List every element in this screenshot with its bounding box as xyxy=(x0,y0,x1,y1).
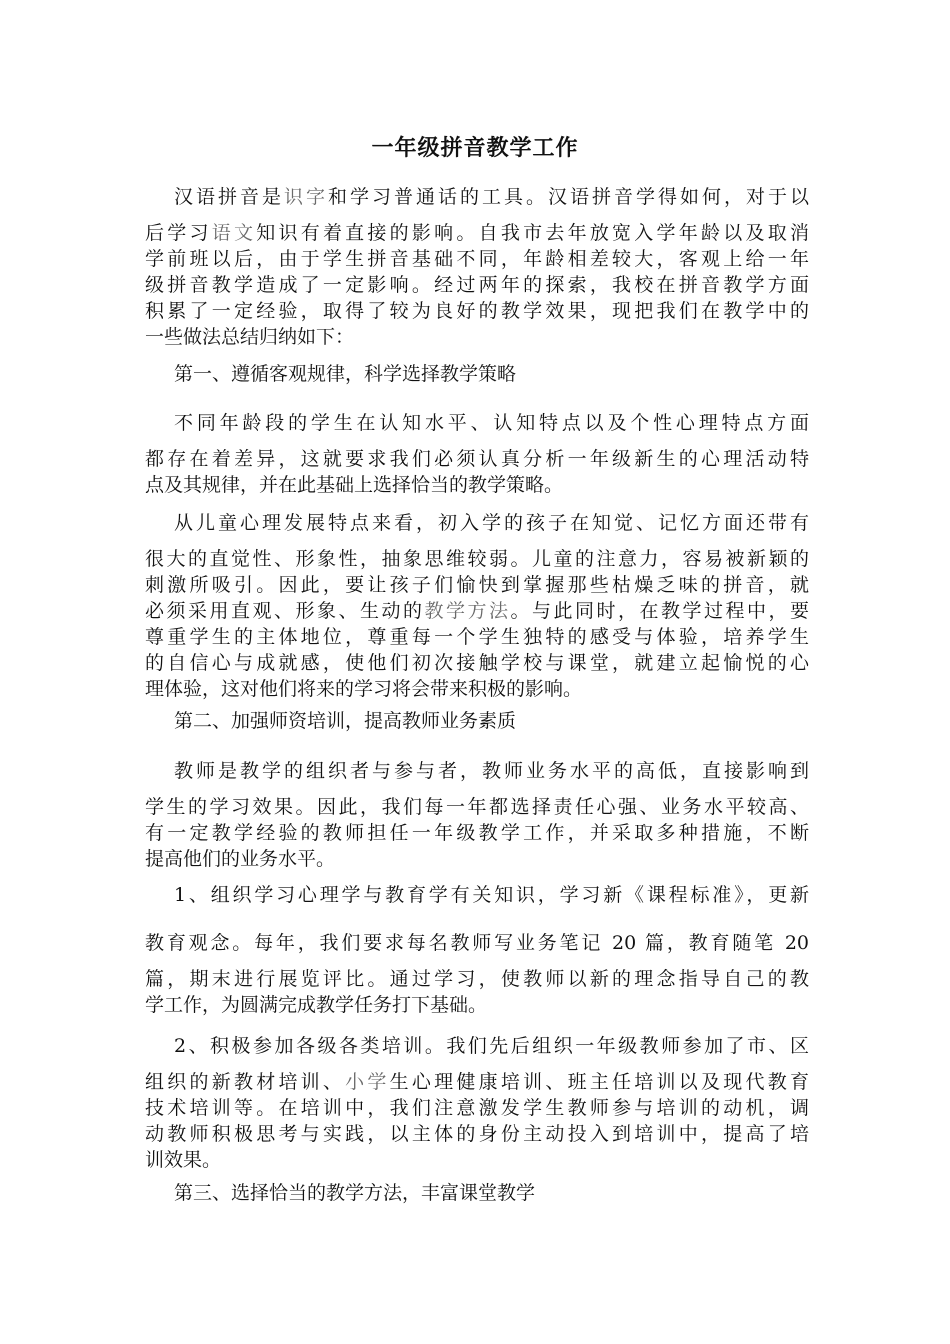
text-line: 训效果。 xyxy=(145,1149,222,1171)
text-line: 尊重学生的主体地位，尊重每一个学生独特的感受与体验，培养学生 xyxy=(145,626,809,648)
link-xiaoxue[interactable]: 小学 xyxy=(345,1071,390,1093)
paragraph-intro xyxy=(145,184,809,350)
text-line: 1、组织学习心理学与教育学有关知识，学习新《课程标准》，更新 xyxy=(174,884,809,906)
text-line: 级拼音教学造成了一定影响。经过两年的探索，我校在拼音教学方面 xyxy=(145,274,809,296)
paragraph xyxy=(145,1033,809,1173)
text-line: 必须采用直观、形象、生动的教学方法。与此同时，在教学过程中，要 xyxy=(145,600,809,622)
text-line: 从儿童心理发展特点来看，初入学的孩子在知觉、记忆方面还带有 xyxy=(174,512,809,534)
text-line: 刺激所吸引。因此，要让孩子们愉快到掌握那些枯燥乏味的拼音，就 xyxy=(145,574,809,596)
link-teaching-method[interactable]: 教学方法 xyxy=(424,600,511,622)
paragraph xyxy=(145,758,809,872)
text-line: 提高他们的业务水平。 xyxy=(145,848,336,870)
text-line: 教师是教学的组织者与参与者，教师业务水平的高低，直接影响到 xyxy=(174,760,809,782)
text-line: 教育观念。每年，我们要求每名教师写业务笔记 20 篇，教育随笔 20 xyxy=(145,932,809,954)
text-line: 点及其规律，并在此基础上选择恰当的教学策略。 xyxy=(145,474,564,496)
text-line: 很大的直觉性、形象性，抽象思维较弱。儿童的注意力，容易被新颖的 xyxy=(145,548,809,570)
paragraph xyxy=(145,882,809,1018)
paragraph xyxy=(145,510,809,702)
document-title: 一年级拼音教学工作 xyxy=(371,136,579,161)
text-line: 有一定教学经验的教师担任一年级教学工作，并采取多种措施，不断 xyxy=(145,822,809,844)
text-line: 汉语拼音是识字和学习普通话的工具。汉语拼音学得如何，对于以 xyxy=(174,186,809,208)
text-line: 都存在着差异，这就要求我们必须认真分析一年级新生的心理活动特 xyxy=(145,448,809,470)
text-line: 2、积极参加各级各类培训。我们先后组织一年级教师参加了市、区 xyxy=(174,1035,809,1057)
text-line: 组织的新教材培训、小学生心理健康培训、班主任培训以及现代教育 xyxy=(145,1071,809,1093)
text-line: 学生的学习效果。因此，我们每一年都选择责任心强、业务水平较高、 xyxy=(145,796,809,818)
text-line: 的自信心与成就感，使他们初次接触学校与课堂，就建立起愉悦的心 xyxy=(145,652,809,674)
text-line: 一些做法总结归纳如下： xyxy=(145,326,355,348)
text-line: 动教师积极思考与实践，以主体的身份主动投入到培训中，提高了培 xyxy=(145,1123,809,1145)
section-heading-1: 第一、遵循客观规律，科学选择教学策略 xyxy=(174,363,517,385)
section-heading-2: 第二、加强师资培训，提高教师业务素质 xyxy=(174,710,517,732)
section-heading-3: 第三、选择恰当的教学方法，丰富课堂教学 xyxy=(174,1182,536,1204)
paragraph xyxy=(145,410,809,498)
text-line: 理体验，这对他们将来的学习将会带来积极的影响。 xyxy=(145,678,583,700)
text-line: 积累了一定经验，取得了较为良好的教学效果，现把我们在教学中的 xyxy=(145,300,809,322)
text-line: 学前班以后，由于学生拼音基础不同，年龄相差较大，客观上给一年 xyxy=(145,248,809,270)
text-line: 不同年龄段的学生在认知水平、认知特点以及个性心理特点方面 xyxy=(174,412,809,434)
text-line: 篇，期末进行展览评比。通过学习，使教师以新的理念指导自己的教 xyxy=(145,968,809,990)
text-line: 学工作，为圆满完成教学任务打下基础。 xyxy=(145,994,488,1016)
link-shizi[interactable]: 识字 xyxy=(284,186,328,208)
text-line: 后学习语文知识有着直接的影响。自我市去年放宽入学年龄以及取消 xyxy=(145,222,809,244)
text-line: 技术培训等。在培训中，我们注意激发学生教师参与培训的动机，调 xyxy=(145,1097,809,1119)
link-yuwen[interactable]: 语文 xyxy=(211,222,257,244)
